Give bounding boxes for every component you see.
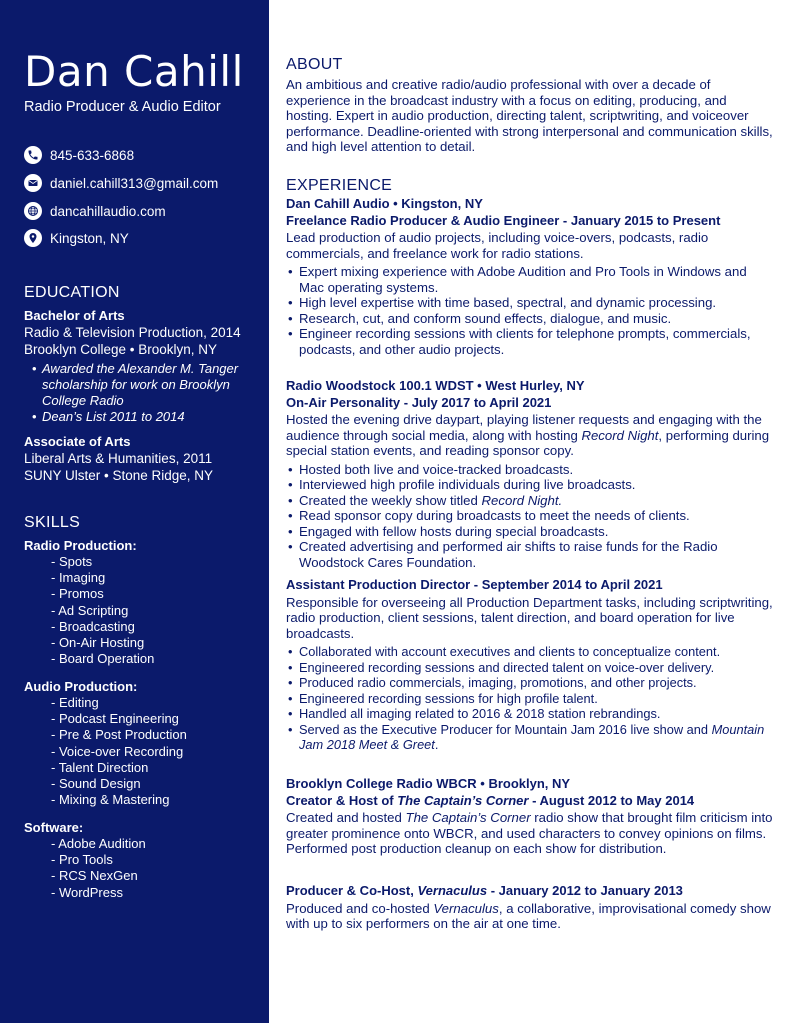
skill-item: - Mixing & Mastering	[51, 792, 170, 808]
about-heading: ABOUT	[286, 56, 343, 73]
location-pin-icon	[24, 229, 42, 247]
job-assistant-production-director	[286, 577, 774, 753]
skill-item: - Ad Scripting	[51, 602, 129, 618]
bachelor-school: Brooklyn College • Brooklyn, NY	[24, 342, 218, 357]
job-bullet: • Hosted both live and voice-tracked broadcasts.	[286, 462, 774, 478]
job-role: Radio Producer & Audio Editor	[24, 99, 221, 115]
email-text: daniel.cahill313@gmail.com	[50, 175, 219, 191]
job-dan-cahill-audio	[286, 196, 774, 357]
skill-item: - Board Operation	[51, 651, 155, 667]
radio-skills	[24, 537, 264, 667]
skill-item: - Voice-over Recording	[51, 743, 184, 759]
skill-item: - Talent Direction	[51, 759, 149, 775]
contact-email	[24, 173, 264, 193]
job-bullet: • Created advertising and performed air shifts to raise funds for the Radio Woodstock Cares Foundation.	[286, 539, 774, 570]
job-bullet: • Engineer recording sessions with clients for telephone prompts, commercials, podcasts, and other audio projects.	[286, 326, 774, 357]
job-bullets	[286, 264, 774, 357]
bachelor-degree: Bachelor of Arts	[24, 308, 125, 323]
education-section	[24, 307, 264, 425]
job-description: Responsible for overseeing all Production Department tasks, including scriptwriting, radio production, client sessions, talent direction, and board operation for live broadcasts.	[286, 594, 773, 641]
skill-item: - Broadcasting	[51, 618, 135, 634]
job-bullet: • Produced radio commercials, imaging, promotions, and other projects.	[286, 675, 774, 691]
associate-field: Liberal Arts & Humanities, 2011	[24, 451, 213, 466]
skill-item: - Sound Design	[51, 776, 141, 792]
skill-item: - RCS NexGen	[51, 868, 138, 884]
skill-item: - Pre & Post Production	[51, 727, 187, 743]
job-radio-woodstock-on-air	[286, 378, 774, 570]
associate-degree: Associate of Arts	[24, 434, 131, 449]
associate-section	[24, 433, 264, 484]
job-bullets	[286, 462, 774, 571]
job-bullet: • Engineered recording sessions and directed talent on voice-over delivery.	[286, 660, 774, 676]
software-skills-title: Software:	[24, 820, 84, 835]
job-bullet: • Collaborated with account executives and clients to conceptualize content.	[286, 644, 774, 660]
job-vernaculus	[286, 883, 774, 932]
job-bullet: • Interviewed high profile individuals during live broadcasts.	[286, 477, 774, 493]
job-org: Brooklyn College Radio WBCR • Brooklyn, NY	[286, 776, 571, 791]
radio-skills-title: Radio Production:	[24, 538, 137, 553]
skill-item: - On-Air Hosting	[51, 635, 145, 651]
associate-school: SUNY Ulster • Stone Ridge, NY	[24, 468, 214, 483]
job-description: Produced and co-hosted Vernaculus, a collaborative, improvisational comedy show with up to six performers on the air at one time.	[286, 900, 771, 931]
skill-item: - Editing	[51, 695, 99, 710]
job-org: Radio Woodstock 100.1 WDST • West Hurley, NY	[286, 378, 585, 393]
job-title: Creator & Host of The Captain’s Corner - August 2012 to May 2014	[286, 792, 695, 808]
skill-item: - Spots	[51, 554, 93, 569]
contact-phone	[24, 145, 264, 165]
skill-item: - Adobe Audition	[51, 836, 146, 851]
job-bullet: • Handled all imaging related to 2016 & 2018 station rebrandings.	[286, 706, 774, 722]
website-text: dancahillaudio.com	[50, 203, 166, 219]
job-description: Lead production of audio projects, including voice-overs, podcasts, radio commercials, and freelance work for radio stations.	[286, 230, 709, 261]
person-name: Dan Cahill	[24, 47, 244, 96]
location-text: Kingston, NY	[50, 230, 129, 246]
scholarship-award: • Awarded the Alexander M. Tanger scholarship for work on Brooklyn College Radio	[32, 361, 264, 409]
software-skills	[24, 819, 264, 901]
bachelor-field: Radio & Television Production, 2014	[24, 325, 241, 340]
job-bullet: • Research, cut, and conform sound effects, dialogue, and music.	[286, 311, 774, 327]
audio-skills	[24, 678, 264, 808]
skill-item: - Pro Tools	[51, 852, 113, 868]
job-bullet: • Engineered recording sessions for high profile talent.	[286, 691, 774, 707]
deans-list: • Dean’s List 2011 to 2014	[32, 409, 264, 425]
job-description: Hosted the evening drive daypart, playing listener requests and engaging with the audience through social media, along with hosting Record Night, performing during special station events, and reading sponsor copy.	[286, 412, 770, 458]
job-bullet: • High level expertise with time based, spectral, and dynamic processing.	[286, 295, 774, 311]
job-org: Dan Cahill Audio • Kingston, NY	[286, 196, 483, 211]
contact-location	[24, 228, 264, 248]
education-heading: EDUCATION	[24, 284, 120, 301]
job-title: Freelance Radio Producer & Audio Engineer - January 2015 to Present	[286, 212, 721, 228]
sidebar	[0, 0, 269, 1023]
skill-item: - WordPress	[51, 884, 123, 900]
skill-item: - Imaging	[51, 570, 106, 586]
job-title: Producer & Co-Host, Vernaculus - January 2012 to January 2013	[286, 883, 683, 898]
skill-item: - Promos	[51, 586, 104, 602]
job-bullets	[286, 644, 774, 753]
experience-heading: EXPERIENCE	[286, 177, 393, 194]
globe-icon	[24, 202, 42, 220]
job-title: Assistant Production Director - September 2014 to April 2021	[286, 577, 663, 592]
software-skill-list	[51, 836, 264, 901]
contact-website	[24, 201, 264, 221]
skill-item: - Podcast Engineering	[51, 711, 179, 727]
job-title: On-Air Personality - July 2017 to April 2021	[286, 394, 552, 410]
about-text: An ambitious and creative radio/audio professional with over a decade of experience in the broadcast industry with a focus on editing, producing, and hosting. Expert in audio production, directing talent, scriptwriting, and voiceover performance. Deadline-oriented with strong interpersonal and communication skills, and high level attention to detail.	[286, 77, 773, 154]
audio-skills-title: Audio Production:	[24, 679, 138, 694]
job-bullet: • Read sponsor copy during broadcasts to meet the needs of clients.	[286, 508, 774, 524]
skills-heading: SKILLS	[24, 514, 81, 531]
job-brooklyn-college-radio	[286, 776, 774, 857]
radio-skill-list	[51, 554, 264, 667]
email-icon	[24, 174, 42, 192]
job-bullet: • Engaged with fellow hosts during special broadcasts.	[286, 524, 774, 540]
phone-text: 845-633-6868	[50, 147, 135, 163]
job-description: Created and hosted The Captain’s Corner radio show that brought film criticism into greater prominence onto WBCR, and used characters to convey opinions on films. Performed post production cleanup on each show for distribution.	[286, 810, 773, 856]
phone-icon	[24, 146, 42, 164]
audio-skill-list	[51, 695, 264, 808]
job-bullet: • Expert mixing experience with Adobe Audition and Pro Tools in Windows and Mac operating systems.	[286, 264, 774, 295]
job-bullet: • Created the weekly show titled Record Night.	[286, 493, 774, 509]
education-honors	[32, 361, 264, 425]
job-bullet: • Served as the Executive Producer for Mountain Jam 2016 live show and Mountain Jam 2018 Meet & Greet.	[286, 722, 774, 753]
